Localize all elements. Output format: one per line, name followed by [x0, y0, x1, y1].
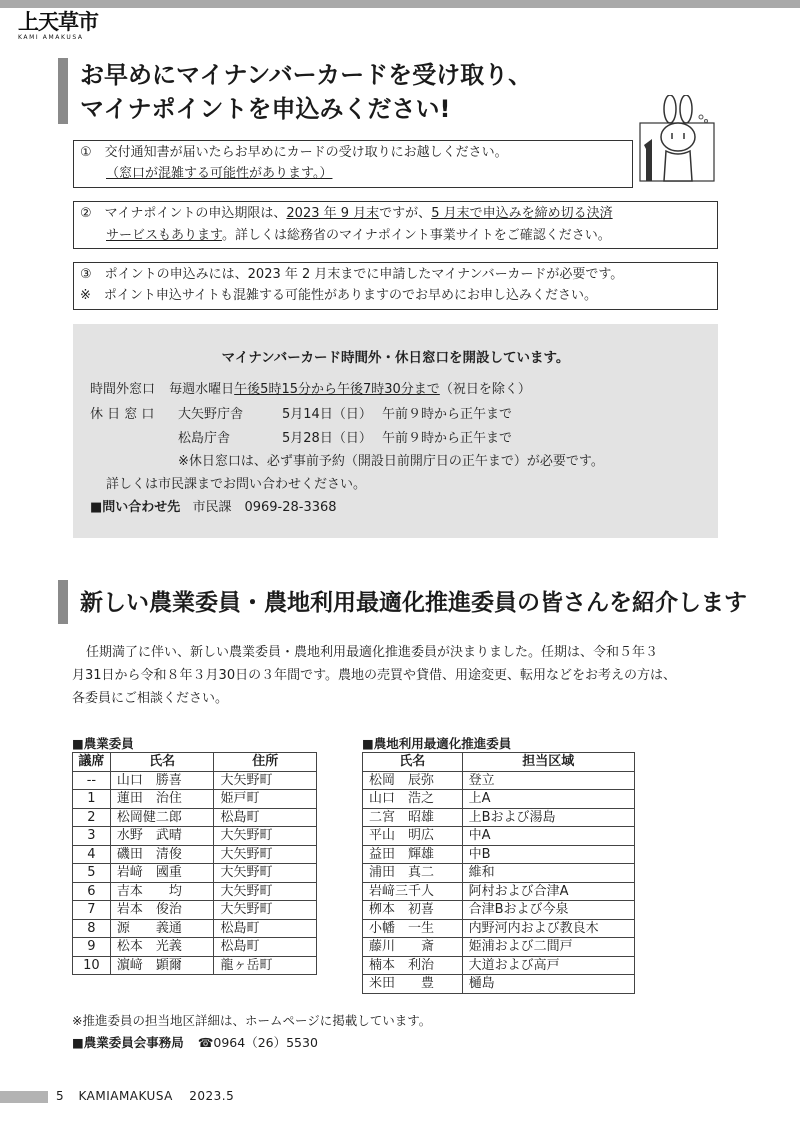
agri-committee-cell: 源 義通 [110, 919, 214, 938]
notice-2-text-a: ② マイナポイントの申込期限は、 [80, 206, 287, 221]
promotion-committee-cell: 栁本 初喜 [363, 901, 463, 920]
promotion-committee-cell: 藤川 斎 [363, 938, 463, 957]
agri-committee-cell: 姫戸町 [214, 790, 317, 809]
promotion-committee-cell: 大道および高戸 [462, 956, 634, 975]
office-phone: ☎0964（26）5530 [197, 1035, 318, 1050]
agri-committee-cell: 10 [73, 956, 111, 975]
section1-title-line2: マイナポイントを申込みください! [80, 95, 451, 123]
notice-2-line1 [80, 203, 613, 225]
agri-committee-cell: 2 [73, 808, 111, 827]
contact-label: ■問い合わせ先 [90, 500, 181, 515]
holiday-date-1: 5月14日（日） [282, 407, 372, 422]
table-row [73, 771, 317, 790]
heading-accent-bar-2 [58, 580, 68, 624]
overtime-row [90, 380, 531, 400]
agri-committee-cell: 岩本 俊治 [110, 901, 214, 920]
top-border [0, 0, 800, 8]
promotion-committee-cell: 平山 明広 [363, 827, 463, 846]
agri-committee-cell: 松本 光義 [110, 938, 214, 957]
promotion-committee-cell: 内野河内および教良木 [462, 919, 634, 938]
promotion-committee-cell: 中B [462, 845, 634, 864]
office-contact [72, 1033, 318, 1051]
table-row [73, 956, 317, 975]
intro-line1: 任期満了に伴い、新しい農業委員・農地利用最適化推進委員が決まりました。任期は、令和５年３ [86, 645, 659, 660]
promotion-committee-cell: 上A [462, 790, 634, 809]
table-row [363, 919, 635, 938]
agri-committee-cell: 大矢野町 [214, 864, 317, 883]
agri-committee-cell: 松岡健二郎 [110, 808, 214, 827]
office-label: ■農業委員会事務局 [72, 1035, 184, 1050]
table-row [73, 882, 317, 901]
holiday-place-1: 大矢野庁舎 [178, 407, 244, 422]
overtime-label: 時間外窓口 [90, 382, 156, 397]
promotion-committee-table [362, 752, 635, 994]
table-row [363, 771, 635, 790]
agri-committee-header-cell: 氏名 [110, 753, 214, 772]
agri-committee-header-cell: 議席 [73, 753, 111, 772]
table-row [73, 919, 317, 938]
page-number: 5 [56, 1089, 65, 1103]
intro-line2: 月31日から令和８年３月30日の３年間です。農地の売買や貸借、用途変更、転用などをお考えの方は、 [72, 668, 677, 683]
agri-committee-cell: 山口 勝喜 [110, 771, 214, 790]
table-row [363, 901, 635, 920]
notice-1-line2: （窓口が混雑する可能性があります。） [106, 166, 333, 181]
promotion-committee-cell: 山口 浩之 [363, 790, 463, 809]
table-row [363, 845, 635, 864]
holiday-note: ※休日窓口は、必ず事前予約（開設日前開庁日の正午まで）が必要です。 [178, 454, 604, 469]
table-row [363, 808, 635, 827]
agri-committee-header-row [73, 753, 317, 772]
agri-committee-cell: 水野 武晴 [110, 827, 214, 846]
issue-date: 2023.5 [189, 1089, 235, 1103]
notice-2-may-deadline: 5 月末で申込みを締め切る決済 [431, 206, 613, 221]
agri-committee-cell: 大矢野町 [214, 882, 317, 901]
agri-committee-cell: 9 [73, 938, 111, 957]
promotion-committee-cell: 阿村および合津A [462, 882, 634, 901]
agri-committee-cell: 7 [73, 901, 111, 920]
rabbit-mascot-icon [632, 95, 722, 187]
table-row [73, 808, 317, 827]
agri-committee-table [72, 752, 317, 975]
promotion-committee-cell: 浦田 真二 [363, 864, 463, 883]
promotion-committee-cell: 二宮 昭雄 [363, 808, 463, 827]
agri-committee-cell: 濵﨑 顕爾 [110, 956, 214, 975]
agri-committee-cell: 大矢野町 [214, 845, 317, 864]
agri-committee-cell: 3 [73, 827, 111, 846]
intro-line3: 各委員にご相談ください。 [72, 691, 229, 706]
promotion-committee-header-cell: 氏名 [363, 753, 463, 772]
agri-committee-cell: 大矢野町 [214, 827, 317, 846]
table-row [73, 827, 317, 846]
heading-accent-bar [58, 58, 68, 124]
promotion-committee-cell: 維和 [462, 864, 634, 883]
agri-committee-title: ■農業委員 [72, 736, 134, 751]
notice-2-services: サービスもあります [106, 228, 222, 243]
table-row [363, 938, 635, 957]
agri-committee-cell: 松島町 [214, 808, 317, 827]
holiday-date-2: 5月28日（日） [282, 431, 372, 446]
logo-subtext: KAMI AMAKUSA [18, 34, 84, 41]
promotion-committee-cell: 上Bおよび湯島 [462, 808, 634, 827]
promotion-committee-cell: 登立 [462, 771, 634, 790]
agri-committee-cell: 4 [73, 845, 111, 864]
table-row [73, 938, 317, 957]
promotion-committee-cell: 米田 豊 [363, 975, 463, 994]
agri-committee-cell: 6 [73, 882, 111, 901]
contact-row [90, 498, 337, 518]
holiday-label: 休 日 窓 口 [90, 407, 155, 422]
holiday-place-2: 松島庁舎 [178, 431, 231, 446]
agri-committee-header-cell: 住所 [214, 753, 317, 772]
magazine-name: KAMIAMAKUSA [78, 1089, 173, 1103]
promotion-committee-cell: 楠本 利治 [363, 956, 463, 975]
promotion-committee-header-row [363, 753, 635, 772]
agri-committee-cell: 5 [73, 864, 111, 883]
holiday-time-1: 午前９時から正午まで [382, 407, 513, 422]
table-row [363, 975, 635, 994]
agri-committee-cell: 龍ヶ岳町 [214, 956, 317, 975]
section2-title: 新しい農業委員・農地利用最適化推進委員の皆さんを紹介します [80, 590, 747, 616]
promotion-committee-cell: 姫浦および二間戸 [462, 938, 634, 957]
agri-committee-cell: 1 [73, 790, 111, 809]
table-row [73, 901, 317, 920]
table-row [73, 864, 317, 883]
notice-2-deadline: 2023 年 9 月末 [286, 206, 380, 221]
table-row [73, 845, 317, 864]
promotion-committee-cell: 樋島 [462, 975, 634, 994]
notice-3-line1: ③ ポイントの申込みには、2023 年 2 月末までに申請したマイナンバーカードが必要です。 [80, 267, 624, 282]
notice-2-text-b: 。詳しくは総務省のマイナポイント事業サイトをご確認ください。 [221, 228, 611, 243]
promotion-committee-cell: 岩﨑三千人 [363, 882, 463, 901]
city-logo [18, 10, 108, 44]
notice-2-line2 [106, 225, 611, 247]
contact-phone: 市民課 0969-28-3368 [192, 500, 337, 515]
notice-1-line1: ① 交付通知書が届いたらお早めにカードの受け取りにお越しください。 [80, 145, 508, 160]
holiday-time-2: 午前９時から正午まで [382, 431, 513, 446]
agri-committee-cell: 岩﨑 國重 [110, 864, 214, 883]
overtime-hours: 午後5時15分から午後7時30分まで [234, 382, 440, 397]
agri-committee-cell: 吉本 均 [110, 882, 214, 901]
overtime-day: 毎週水曜日 [169, 382, 235, 397]
table-row [363, 864, 635, 883]
promotion-committee-header-cell: 担当区域 [462, 753, 634, 772]
table-row [73, 790, 317, 809]
agri-committee-cell: 8 [73, 919, 111, 938]
promotion-committee-cell: 中A [462, 827, 634, 846]
agri-committee-cell: -- [73, 771, 111, 790]
logo-text: 上天草市 [18, 10, 98, 34]
agri-committee-cell: 磯田 清俊 [110, 845, 214, 864]
notice-3-line2: ※ ポイント申込サイトも混雑する可能性がありますのでお早めにお申し込みください。 [80, 288, 597, 303]
footer-bar [0, 1091, 48, 1103]
promotion-committee-title: ■農地利用最適化推進委員 [362, 736, 512, 751]
footer [56, 1089, 234, 1103]
table-row [363, 956, 635, 975]
agri-committee-cell: 蓮田 治住 [110, 790, 214, 809]
promotion-committee-cell: 益田 輝雄 [363, 845, 463, 864]
details-text: 詳しくは市民課までお問い合わせください。 [106, 477, 367, 492]
promotion-committee-cell: 合津Bおよび今泉 [462, 901, 634, 920]
agri-committee-cell: 松島町 [214, 938, 317, 957]
promotion-committee-cell: 松岡 辰弥 [363, 771, 463, 790]
after-hours-title: マイナンバーカード時間外・休日窓口を開設しています。 [221, 350, 570, 366]
agri-committee-cell: 大矢野町 [214, 901, 317, 920]
promotion-committee-cell: 小幡 一生 [363, 919, 463, 938]
agri-committee-cell: 松島町 [214, 919, 317, 938]
detail-note: ※推進委員の担当地区詳細は、ホームページに掲載しています。 [72, 1013, 432, 1028]
agri-committee-cell: 大矢野町 [214, 771, 317, 790]
overtime-exception: （祝日を除く） [439, 382, 531, 397]
section1-title [80, 58, 532, 126]
notice-2-text-c: ですが、 [379, 206, 432, 221]
table-row [363, 827, 635, 846]
section1-title-line1: お早めにマイナンバーカードを受け取り、 [80, 61, 533, 89]
table-row [363, 790, 635, 809]
table-row [363, 882, 635, 901]
